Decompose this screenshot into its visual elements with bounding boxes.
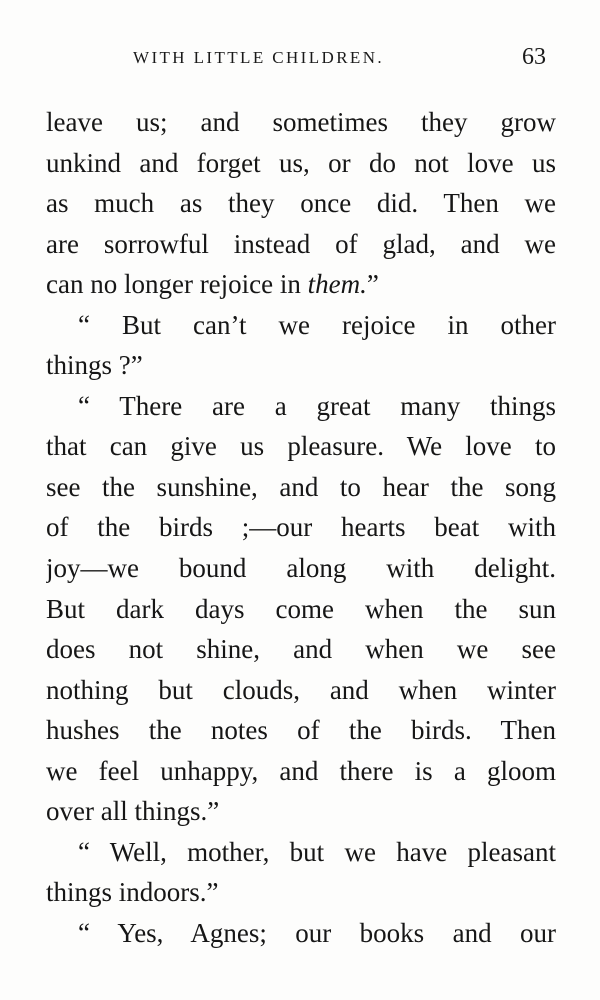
text-line: as much as they once did. Then we — [46, 188, 556, 219]
text-line — [46, 264, 556, 305]
italic-word: them. — [307, 269, 367, 300]
text-line: leave us; and sometimes they grow — [46, 107, 556, 137]
body-text — [46, 102, 556, 953]
text-line: “ Yes, Agnes; our books and our — [78, 917, 556, 948]
text-run: can no longer rejoice in — [46, 269, 308, 300]
text-line: that can give us pleasure. We love to — [46, 431, 556, 462]
text-line: see the sunshine, and to hear the song — [46, 471, 556, 502]
text-line: But dark days come when the sun — [46, 593, 556, 624]
text-line: does not shine, and when we see — [46, 634, 556, 665]
running-title: WITH LITTLE CHILDREN. — [133, 48, 385, 67]
text-line: over all things.” — [46, 796, 220, 827]
text-line: joy—we bound along with delight. — [46, 553, 556, 584]
text-line: things indoors.” — [46, 877, 219, 908]
text-line: “ Well, mother, but we have pleasant — [78, 836, 556, 867]
text-line: we feel unhappy, and there is a gloom — [46, 755, 556, 786]
text-line: of the birds ;—our hearts beat with — [46, 512, 556, 543]
text-run: ” — [366, 269, 379, 300]
text-line: “ There are a great many things — [78, 390, 556, 421]
text-line: things ?” — [46, 350, 143, 381]
text-line: “ But can’t we rejoice in other — [78, 309, 556, 340]
text-line: nothing but clouds, and when winter — [46, 674, 556, 705]
text-line: unkind and forget us, or do not love us — [46, 147, 556, 178]
page-number: 63 — [522, 44, 546, 70]
text-line: hushes the notes of the birds. Then — [46, 715, 556, 746]
running-head — [0, 44, 600, 76]
text-line: are sorrowful instead of glad, and we — [46, 228, 556, 259]
